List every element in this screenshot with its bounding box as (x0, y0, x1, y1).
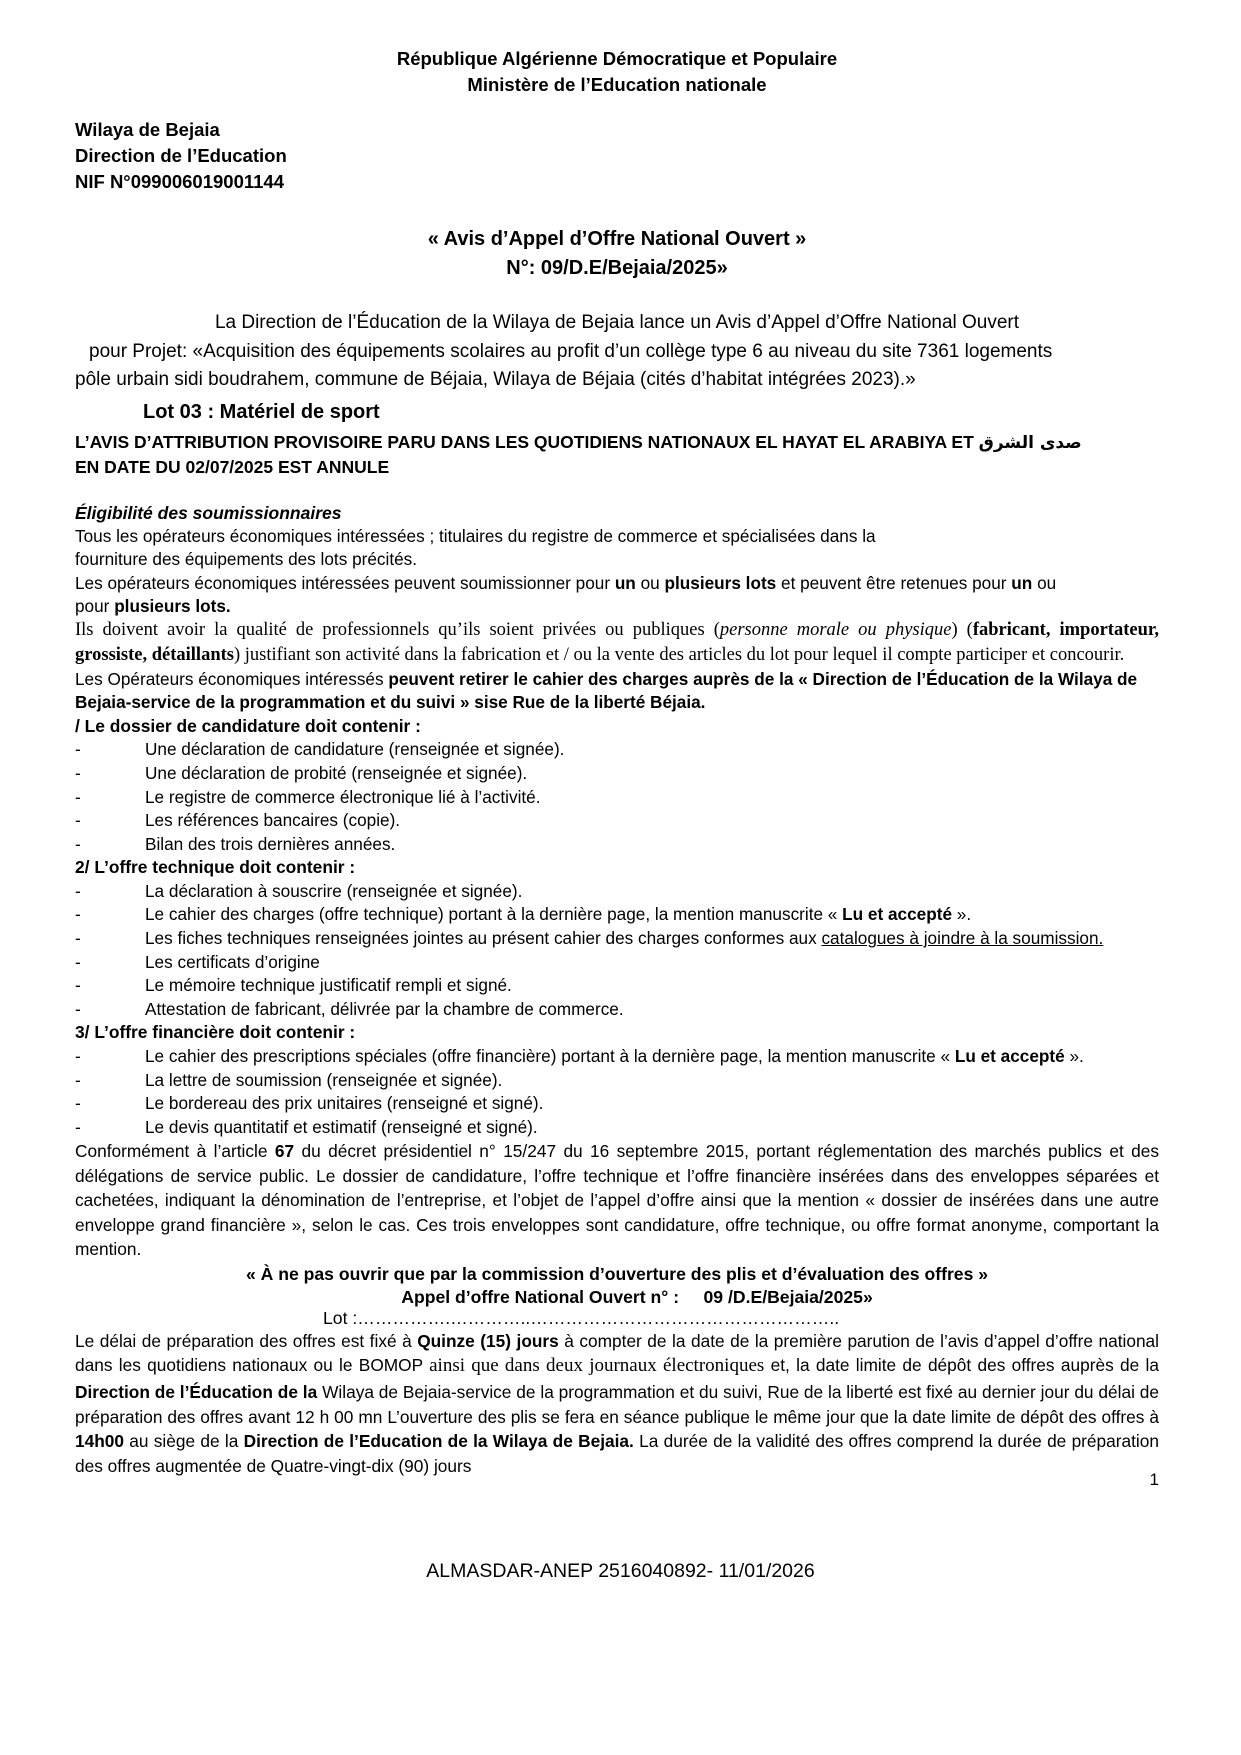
conformity-post: du décret présidentiel n° 15/247 du 16 septembre 2015, portant réglementation des marchés publics et des délégations de service public. Le dossier de candidature, l’offre technique et l’offre financière insérées dans des enveloppes séparées et cachetées, indiquant la dénomination de l’entreprise, et l’objet de l’appel d’offre ainsi que la mention « dossier de insérées dans une autre enveloppe grand financière », selon le cas. Ces trois enveloppes sont candidature, offre technique, ou offre format anonyme, comportant la mention. (75, 1141, 1159, 1260)
eligibility-paragraph-3 (75, 618, 1159, 668)
direction-line: Direction de l’Education (75, 144, 287, 166)
deadline-venue-bold: Direction de l’Education de la Wilaya de Bejaia. (243, 1431, 634, 1452)
eligibility-p3-post: ) justifiant son activité dans la fabrication et / ou la vente des articles du lot pour lequel il compte participer et concourir. (233, 645, 1125, 666)
eligibility-p2-bold-un: un (614, 572, 636, 593)
list-item: - Le bordereau des prix unitaires (renseigné et signé). (75, 1092, 1159, 1116)
envelope-mention-line: « À ne pas ouvrir que par la commission d’ouverture des plis et d’évaluation des offres » (245, 1263, 989, 1284)
list-item: - Une déclaration de probité (renseignée et signée). (75, 762, 1159, 786)
eligibility-p3-mid: ) ( (951, 620, 973, 641)
conformity-paragraph (75, 1139, 1159, 1262)
issuing-organisation (75, 117, 1159, 196)
deadline-opening-time: 14h00 (75, 1431, 125, 1452)
list-item: - Une déclaration de candidature (renseignée et signée). (75, 738, 1159, 762)
intro-line-2: pour Projet: «Acquisition des équipements scolaires au profit d’un collège type 6 au niveau du site 7361 logements (89, 340, 1053, 362)
eligibility-paragraph-2 (75, 572, 1159, 619)
technique-item2-post: ». (952, 904, 972, 925)
list-item: - La lettre de soumission (renseignée et signée). (75, 1069, 1159, 1093)
list-item: - Bilan des trois dernières années. (75, 833, 1159, 857)
list-item: - La déclaration à souscrire (renseignée et signée). (75, 880, 1159, 904)
title-line-1: « Avis d’Appel d’Offre National Ouvert » (427, 228, 807, 251)
cancellation-text-part1: L’AVIS D’ATTRIBUTION PROVISOIRE PARU DANS LES QUOTIDIENS NATIONAUX EL HAYAT EL ARABIYA ET (75, 431, 979, 452)
deadline-duration: Quinze (15) jours (417, 1330, 559, 1351)
eligibility-p4-bold: peuvent retirer le cahier des charges auprès de la « Direction de l’Éducation de la Wilaya de Bejaia-service de la programmation et du suivi » sise Rue de la liberté Béjaia. (75, 668, 1138, 713)
eligibility-p3-bold: fabricant, importateur, grossiste, détaillants (75, 620, 1159, 666)
eligibility-p2-line2-pre: pour (75, 596, 115, 617)
intro-line-1: La Direction de l’Éducation de la Wilaya de Bejaia lance un Avis d’Appel d’Offre National Ouvert (214, 312, 1020, 334)
cancellation-notice (75, 430, 1159, 481)
list-item (75, 1045, 1159, 1069)
cancellation-text-part2: EN DATE DU 02/07/2025 EST ANNULE (75, 457, 390, 478)
financiere-heading: 3/ L’offre financière doit contenir : (75, 1022, 356, 1043)
technique-item3-pre: Les fiches techniques renseignées jointes au présent cahier des charges conformes aux (145, 928, 822, 949)
deadline-direction-bold: Direction de l’Éducation de la (75, 1382, 318, 1403)
document-footer: ALMASDAR-ANEP 2516040892- 11/01/2026 (426, 1560, 815, 1582)
financiere-list (75, 1045, 1159, 1139)
nif-line: NIF N°099006019001144 (75, 171, 285, 193)
eligibility-p2-pre: Les opérateurs économiques intéressées peuvent soumissionner pour (75, 572, 615, 593)
deadline-seg3: à compter de la date de la première parution de l’avis d’appel d’offre national dans les quotidiens nationaux ou le BOMOP (75, 1330, 1160, 1376)
eligibility-p2-bold-un-2: un (1011, 572, 1033, 593)
wilaya-line: Wilaya de Bejaia (75, 118, 220, 140)
eligibility-p1-line1: Tous les opérateurs économiques intéressées ; titulaires du registre de commerce et spécialisées dans la (75, 525, 876, 546)
republic-line: République Algérienne Démocratique et Populaire (396, 48, 838, 69)
list-item: - Les certificats d’origine (75, 951, 1159, 975)
conformity-pre: Conformément à l’article (75, 1141, 275, 1162)
deadline-seg9: au siège de la (124, 1431, 244, 1452)
ministry-line: Ministère de l’Education nationale (467, 74, 767, 96)
eligibility-p2-bold-plusieurs-lots: plusieurs lots (664, 572, 777, 593)
tender-reference-line (75, 1287, 1159, 1308)
financiere-item1-post: ». (1064, 1045, 1084, 1066)
financiere-item1-pre: Le cahier des prescriptions spéciales (offre financière) portant à la dernière page, la mention manuscrite « (145, 1045, 955, 1066)
technique-item2-bold: Lu et accepté (842, 904, 953, 925)
list-item: - Le devis quantitatif et estimatif (renseigné et signé). (75, 1116, 1159, 1140)
list-item: - Les références bancaires (copie). (75, 809, 1159, 833)
eligibility-p3-italic: personne morale ou physique (719, 620, 952, 641)
intro-line-3: pôle urbain sidi boudrahem, commune de Béjaia, Wilaya de Béjaia (cités d’habitat intégrées 2023).» (75, 369, 916, 391)
eligibility-paragraph-1 (75, 525, 1159, 572)
list-item: - Le mémoire technique justificatif rempli et signé. (75, 974, 1159, 998)
eligibility-heading: Éligibilité des soumissionnaires (75, 502, 342, 523)
title-line-2: N°: 09/D.E/Bejaia/2025» (506, 257, 728, 280)
list-item: - Le registre de commerce électronique lié à l’activité. (75, 786, 1159, 810)
page-title (75, 225, 1159, 283)
technique-list (75, 880, 1159, 1021)
candidature-list (75, 738, 1159, 856)
page-number: 1 (1149, 1470, 1159, 1489)
eligibility-p2-mid1: ou (635, 572, 665, 593)
lot-label: Lot 03 : Matériel de sport (143, 400, 380, 423)
deadline-seg11: La durée de la validité des offres comprend la durée de préparation des offres augmentée de Quatre-vingt-dix (90) jours (75, 1431, 1159, 1476)
technique-heading: 2/ L’offre technique doit contenir : (75, 857, 356, 878)
list-item: - Attestation de fabricant, délivrée par la chambre de commerce. (75, 998, 1159, 1022)
deadline-seg5: et, la date limite de dépôt des offres auprès de la (764, 1355, 1159, 1376)
eligibility-paragraph-4 (75, 668, 1159, 715)
cancellation-arabic-newspaper: صدى الشرق (978, 432, 1082, 453)
deadline-seg7: Wilaya de Bejaia-service de la programmation et du suivi, Rue de la liberté est fixé au dernier jour du délai de préparation des offres avant 12 h 00 mn L’ouverture des plis se fera en séance publique le même jour que la date limite de dépôt des offres à (75, 1382, 1159, 1427)
list-item (75, 903, 1159, 927)
eligibility-p2-mid2: et peuvent être retenues pour (776, 572, 1012, 593)
technique-item2-pre: Le cahier des charges (offre technique) portant à la dernière page, la mention manuscrite « (145, 904, 843, 925)
deadline-electronic-journals: ainsi que dans deux journaux électroniques (429, 1355, 765, 1377)
eligibility-p4-pre: Les Opérateurs économiques intéressés (75, 668, 389, 689)
tender-reference-label: Appel d’offre National Ouvert n° : (401, 1286, 680, 1307)
candidature-heading: / Le dossier de candidature doit contenir : (75, 715, 421, 736)
national-header (75, 46, 1159, 99)
conformity-article-number: 67 (274, 1141, 295, 1162)
tender-reference-value: 09 /D.E/Bejaia/2025» (703, 1286, 873, 1307)
eligibility-p3-pre: Ils doivent avoir la qualité de professionnels qu’ils soient privées ou publiques ( (75, 620, 720, 641)
list-item (75, 927, 1159, 951)
eligibility-p2-line2-bold: plusieurs lots. (114, 596, 231, 617)
project-intro (75, 309, 1159, 395)
lot-blank-line: Lot :…………….…………..…………………………………………….. (323, 1307, 840, 1328)
financiere-item1-bold: Lu et accepté (954, 1045, 1065, 1066)
deadline-paragraph (75, 1329, 1159, 1479)
eligibility-p1-line2: fourniture des équipements des lots précités. (75, 549, 418, 570)
technique-item3-underlined: catalogues à joindre à la soumission. (821, 928, 1104, 949)
eligibility-p2-mid3: ou (1032, 572, 1057, 593)
deadline-seg1: Le délai de préparation des offres est fixé à (75, 1330, 418, 1351)
